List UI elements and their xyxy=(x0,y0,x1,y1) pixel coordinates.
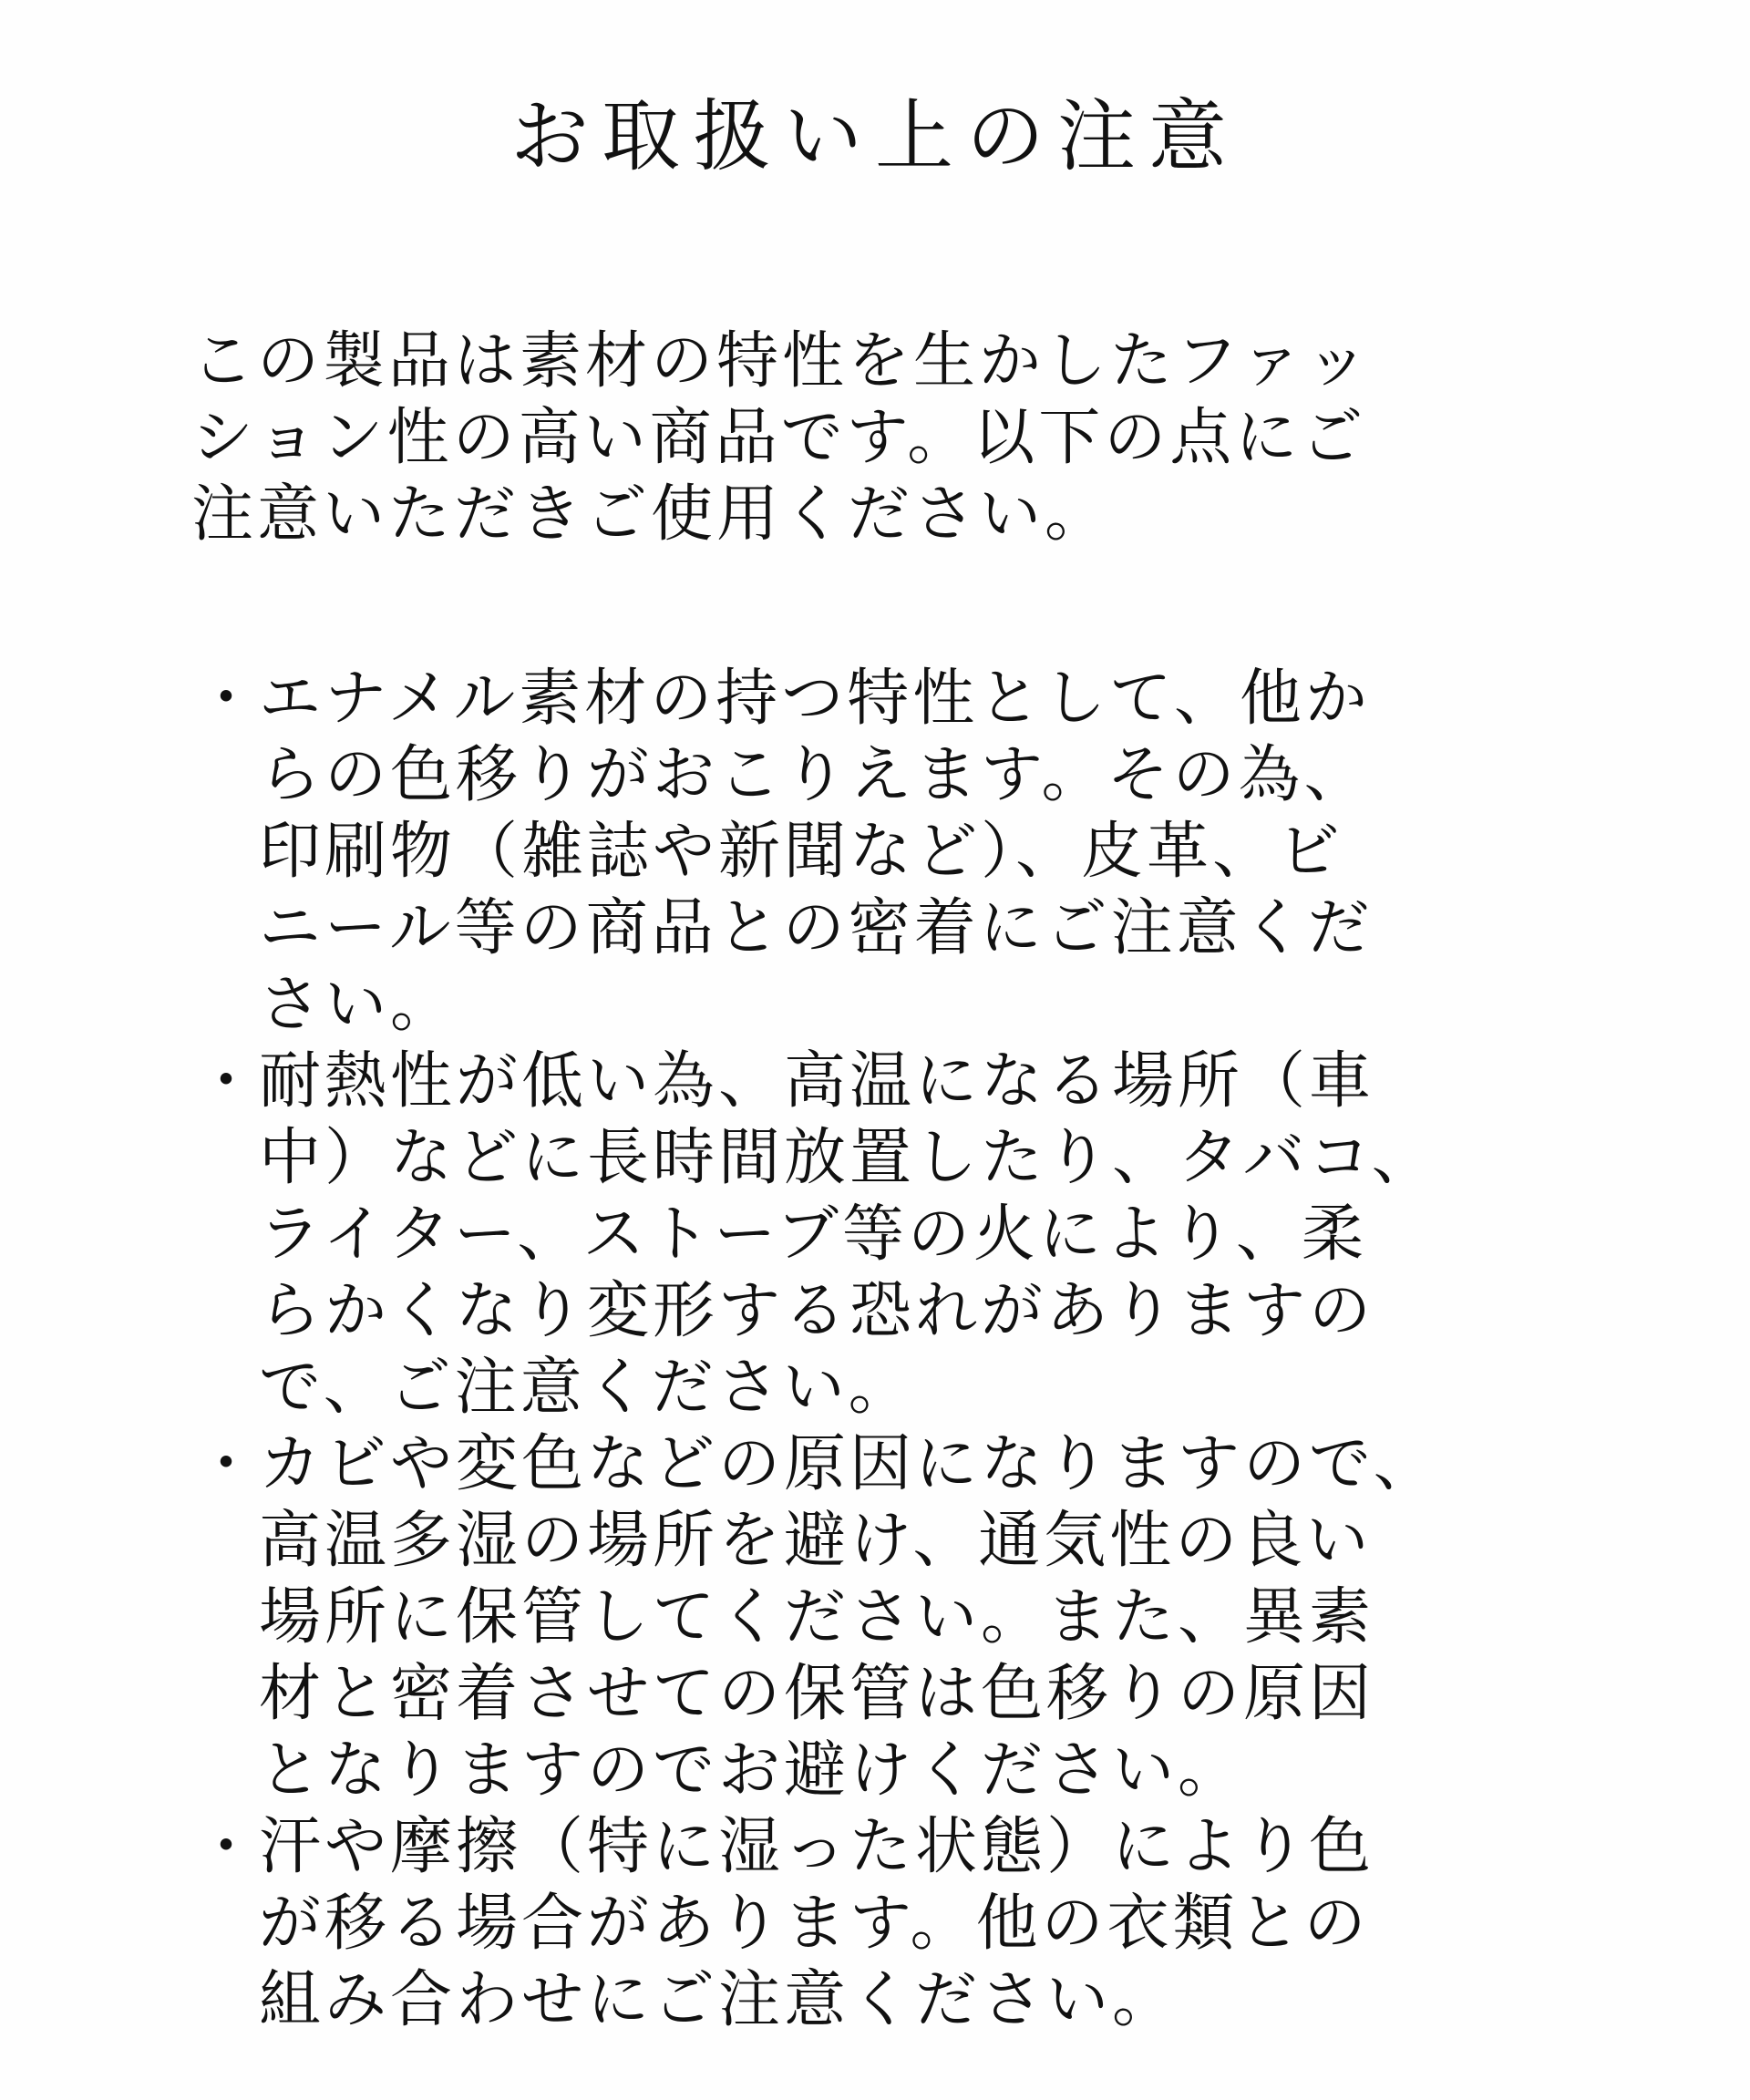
caution-line: となりますのでお避けください。 xyxy=(259,1735,1244,1807)
intro-line: この製品は素材の特性を生かしたファッ xyxy=(191,325,1372,397)
caution-line: 汗や摩擦（特に湿った状態）により色 xyxy=(259,1811,1375,1883)
caution-line: ニール等の商品との密着にご注意くだ xyxy=(259,892,1374,964)
caution-item-friction xyxy=(191,1809,1650,2039)
caution-item-storage xyxy=(191,1426,1650,1809)
caution-item-heat xyxy=(191,1044,1650,1426)
caution-line: 耐熱性が低い為、高温になる場所（車 xyxy=(259,1045,1375,1117)
caution-line: 材と密着させての保管は色移りの原因 xyxy=(259,1658,1375,1730)
intro-line: ション性の高い商品です。以下の点にご xyxy=(191,402,1367,474)
page-title: お取扱い上の注意 xyxy=(510,91,1240,182)
caution-line: 中）などに長時間放置したり、タバコ、 xyxy=(259,1122,1437,1194)
caution-line: らの色移りがおこりえます。その為、 xyxy=(259,739,1370,811)
caution-line: カビや変色などの原因になりますので、 xyxy=(259,1428,1439,1500)
caution-line: 印刷物（雑誌や新聞など）、皮革、ビ xyxy=(259,816,1344,888)
caution-item-enamel xyxy=(191,661,1650,1044)
caution-line: エナメル素材の持つ特性として、他か xyxy=(259,663,1371,735)
intro-paragraph xyxy=(191,324,1559,553)
bullet-mark: ・ xyxy=(195,663,262,735)
caution-line: 高温多湿の場所を避け、通気性の良い xyxy=(259,1505,1373,1577)
caution-line: らかくなり変形する恐れがありますの xyxy=(259,1275,1375,1347)
caution-line: 場所に保管してください。また、異素 xyxy=(259,1581,1375,1653)
caution-line: 組み合わせにご注意ください。 xyxy=(259,1964,1179,2036)
bullet-mark: ・ xyxy=(195,1045,262,1117)
bullet-mark: ・ xyxy=(195,1428,262,1500)
caution-line: で、ご注意ください。 xyxy=(259,1352,914,1424)
bullet-mark: ・ xyxy=(195,1811,262,1883)
caution-line: が移る場合があります。他の衣類との xyxy=(259,1888,1370,1960)
intro-line: 注意いただきご使用ください。 xyxy=(191,479,1111,551)
caution-list xyxy=(191,661,1650,2039)
caution-line: ライター、ストーブ等の火により、柔 xyxy=(259,1199,1367,1271)
caution-line: さい。 xyxy=(259,969,457,1041)
